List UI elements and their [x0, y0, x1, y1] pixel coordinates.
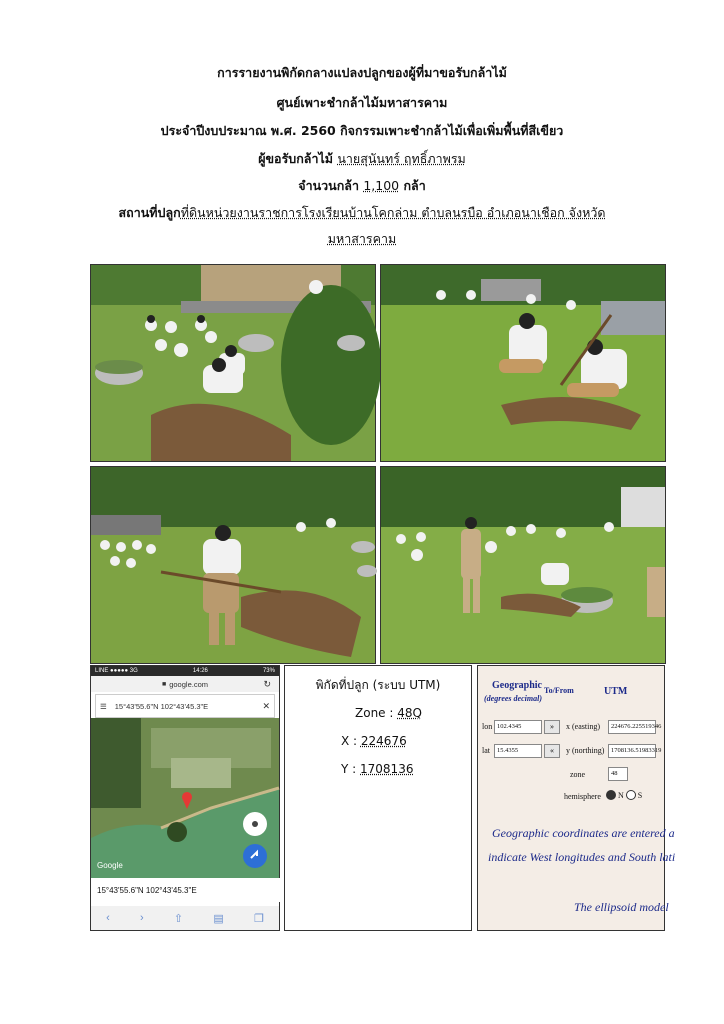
northing-label: y (northing) — [566, 746, 605, 755]
hemisphere-label: hemisphere — [564, 792, 601, 801]
geographic-subheading: (degrees decimal) — [484, 694, 542, 703]
planting-photo-3 — [90, 466, 376, 664]
lat-label: lat — [482, 746, 490, 755]
center-name: ศูนย์เพาะชำกล้าไม้มหาสารคาม — [276, 95, 448, 110]
address-bar[interactable] — [91, 676, 279, 692]
coordinate-readout: 15°43'55.6"N 102°43'45.3"E — [91, 878, 285, 902]
clock-text: 14:26 — [192, 668, 208, 674]
planting-photo-2 — [380, 264, 666, 462]
converter-note-2: indicate West longitudes and South lati — [488, 850, 676, 864]
zone-line — [355, 706, 422, 720]
target-icon — [252, 821, 258, 827]
phone-status-bar — [91, 666, 279, 676]
zone-input[interactable]: 48 — [608, 767, 628, 781]
location-label: สถานที่ปลูก — [118, 205, 181, 220]
y-label: Y : — [341, 762, 357, 776]
x-value: 224676 — [360, 734, 407, 748]
bookmarks-icon[interactable]: ▤ — [213, 912, 224, 925]
satellite-map[interactable] — [91, 718, 279, 878]
radio-north[interactable] — [606, 790, 616, 800]
recipient-line — [60, 150, 664, 168]
quantity-line — [60, 177, 664, 195]
maps-search-box[interactable] — [95, 694, 275, 718]
lat-input[interactable]: 15.4355 — [494, 744, 542, 758]
easting-label: x (easting) — [566, 722, 600, 731]
quantity-unit: กล้า — [403, 178, 426, 193]
planting-photo-4 — [380, 466, 666, 664]
map-brand: Google — [97, 861, 123, 870]
to-geo-button[interactable]: « — [544, 744, 560, 758]
forward-icon[interactable]: › — [140, 912, 144, 924]
utm-coordinates-panel — [284, 665, 472, 931]
location-line — [60, 204, 664, 222]
x-label: X : — [341, 734, 358, 748]
converter-note-3: The ellipsoid model — [574, 900, 669, 914]
recipient-name: นายสุนันทร์ ฤทธิ์ภาพรม — [337, 151, 466, 166]
easting-input[interactable]: 224676.225519346 — [608, 720, 656, 734]
carrier-text: LINE ●●●●● 3G — [95, 668, 138, 674]
zone-value: 48Q — [397, 706, 422, 720]
zone-label: zone — [570, 770, 586, 779]
lon-input[interactable]: 102.4345 — [494, 720, 542, 734]
tofrom-heading: To/From — [544, 686, 574, 695]
back-icon[interactable]: ‹ — [106, 912, 110, 924]
share-icon[interactable]: ⇧ — [173, 912, 184, 925]
to-utm-button[interactable]: » — [544, 720, 560, 734]
converter-note-1: Geographic coordinates are entered a — [492, 826, 675, 840]
zone-label: Zone : — [355, 706, 394, 720]
quantity-value: 1,100 — [363, 178, 400, 193]
tabs-icon[interactable]: ❐ — [253, 912, 264, 925]
utm-heading: UTM — [604, 686, 628, 697]
utm-title: พิกัดที่ปลูก (ระบบ UTM) — [315, 678, 441, 692]
lon-label: lon — [482, 722, 493, 731]
y-line — [341, 762, 413, 776]
browser-toolbar — [91, 906, 279, 930]
geographic-heading: Geographic — [492, 680, 542, 691]
north-label: N — [618, 790, 624, 800]
reload-icon[interactable]: ↻ — [263, 678, 271, 689]
menu-icon[interactable]: ☰ — [100, 701, 107, 711]
recipient-label: ผู้ขอรับกล้าไม้ — [258, 151, 333, 166]
x-line — [341, 734, 407, 748]
search-value: 15°43'55.6"N 102°43'45.3"E — [114, 701, 209, 711]
y-value: 1708136 — [360, 762, 414, 776]
battery-text: 73% — [262, 668, 275, 674]
fiscal-year-line: ประจำปีงบประมาณ พ.ศ. 2560 กิจกรรมเพาะชำกล้าไม้เพื่อเพิ่มพื้นที่สีเขียว — [160, 123, 564, 138]
coordinate-converter — [477, 665, 676, 931]
lock-icon: ■ — [161, 680, 167, 688]
close-icon[interactable]: ✕ — [262, 700, 270, 711]
hemisphere-radios — [606, 790, 642, 800]
location-line-2 — [60, 230, 664, 248]
report-title: การรายงานพิกัดกลางแปลงปลูกของผู้ที่มาขอรับกล้าไม้ — [217, 65, 507, 80]
radio-south[interactable] — [626, 790, 636, 800]
planting-photo-1 — [90, 264, 376, 462]
quantity-label: จำนวนกล้า — [298, 178, 359, 193]
directions-button[interactable] — [243, 844, 267, 868]
url-text: google.com — [169, 679, 208, 689]
northing-input[interactable]: 1708136.51983319 — [608, 744, 656, 758]
south-label: S — [637, 790, 643, 800]
google-maps-screenshot — [90, 665, 280, 931]
location-province: มหาสารคาม — [327, 231, 397, 246]
location-value: ที่ดินหน่วยงานราชการโรงเรียนบ้านโคกล่าม ตำบลนรบือ อำเภอนาเชือก จังหวัด — [180, 205, 606, 220]
